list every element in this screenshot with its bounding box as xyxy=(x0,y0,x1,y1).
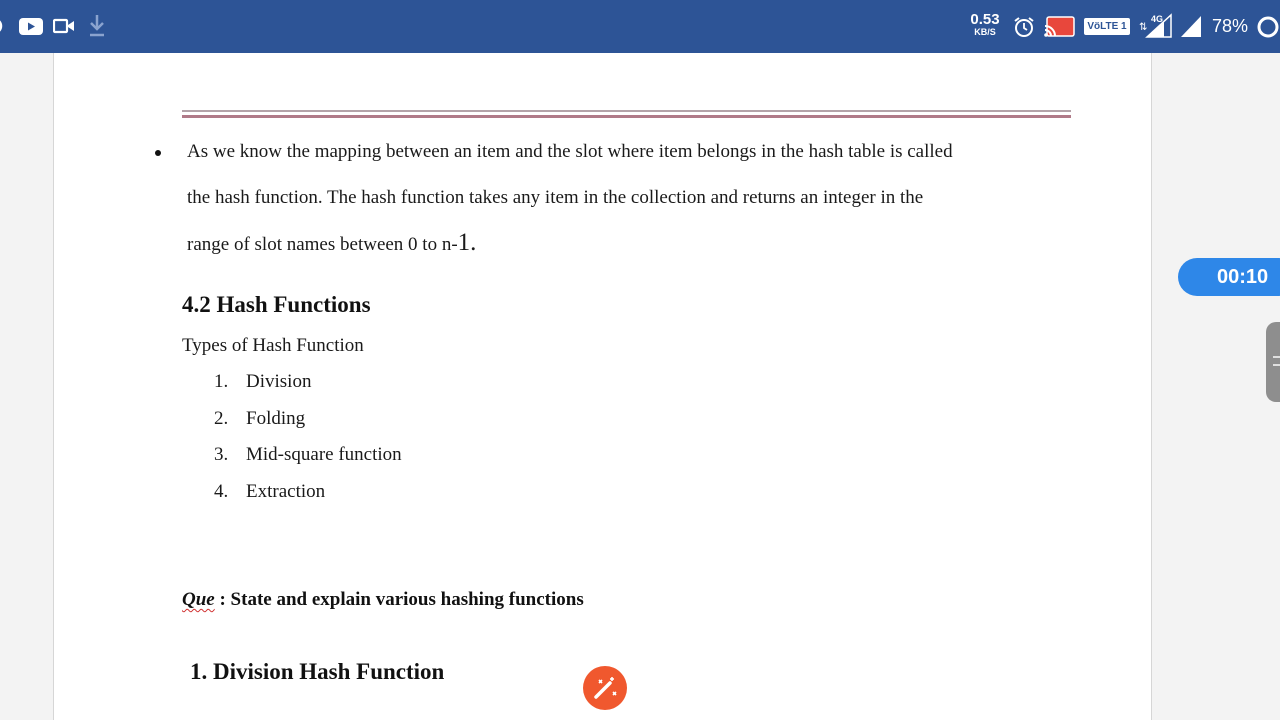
status-bar xyxy=(0,0,1280,53)
network-speed xyxy=(964,12,1006,37)
youtube-icon xyxy=(19,18,43,35)
types-label: Types of Hash Function xyxy=(182,335,364,356)
question-line xyxy=(182,589,584,611)
network-type-label: 4G xyxy=(1151,14,1164,24)
network-speed-unit: KB/S xyxy=(974,27,996,37)
list-item-number: 2. xyxy=(214,408,229,429)
signal-icon xyxy=(1180,15,1202,38)
alarm-icon xyxy=(1013,16,1035,38)
battery-percent: 78% xyxy=(1212,16,1249,36)
list-item-label: Mid-square function xyxy=(246,444,402,465)
list-item xyxy=(214,481,325,503)
list-item-label: Folding xyxy=(246,408,306,429)
list-item-label: Division xyxy=(246,371,312,392)
list-item xyxy=(214,408,305,430)
question-prefix: Que xyxy=(182,589,215,610)
network-speed-value: 0.53 xyxy=(970,11,1000,28)
header-rule-thin xyxy=(182,110,1071,112)
document-page xyxy=(53,53,1152,720)
bullet-marker xyxy=(155,150,161,156)
partial-circle-icon xyxy=(0,16,6,36)
list-item-label: Extraction xyxy=(246,481,326,502)
magic-wand-icon xyxy=(583,666,627,710)
bullet-line-1: As we know the mapping between an item and the slot where item belongs in the hash table is called xyxy=(187,141,953,162)
magic-wand-button[interactable] xyxy=(583,666,627,710)
svg-text:⇅: ⇅ xyxy=(1139,22,1148,33)
list-item xyxy=(214,371,311,393)
signal-4g-icon xyxy=(1138,13,1174,39)
question-text: : State and explain various hashing functions xyxy=(214,589,584,610)
list-item xyxy=(214,444,402,466)
video-camera-icon xyxy=(53,18,75,34)
list-item-number: 1. xyxy=(214,371,229,392)
bullet-line-3-text: range of slot names between 0 to n- xyxy=(187,234,458,255)
volte-badge: VöLTE 1 xyxy=(1084,18,1130,35)
bullet-line-3 xyxy=(187,229,476,257)
list-item-number: 3. xyxy=(214,444,229,465)
recording-timer[interactable]: 00:10 xyxy=(1178,258,1280,296)
header-rule-thick xyxy=(182,115,1071,118)
download-icon xyxy=(87,14,107,38)
section-heading: 4.2 Hash Functions xyxy=(182,292,371,317)
side-panel-handle[interactable] xyxy=(1266,322,1280,402)
list-item-number: 4. xyxy=(214,481,229,502)
battery-ring-icon xyxy=(1255,15,1280,39)
subheading: 1. Division Hash Function xyxy=(190,659,445,684)
cast-icon xyxy=(1043,16,1075,38)
bullet-line-2: the hash function. The hash function takes any item in the collection and returns an integer in the xyxy=(187,187,924,208)
bullet-line-3-tail: 1. xyxy=(457,229,477,256)
